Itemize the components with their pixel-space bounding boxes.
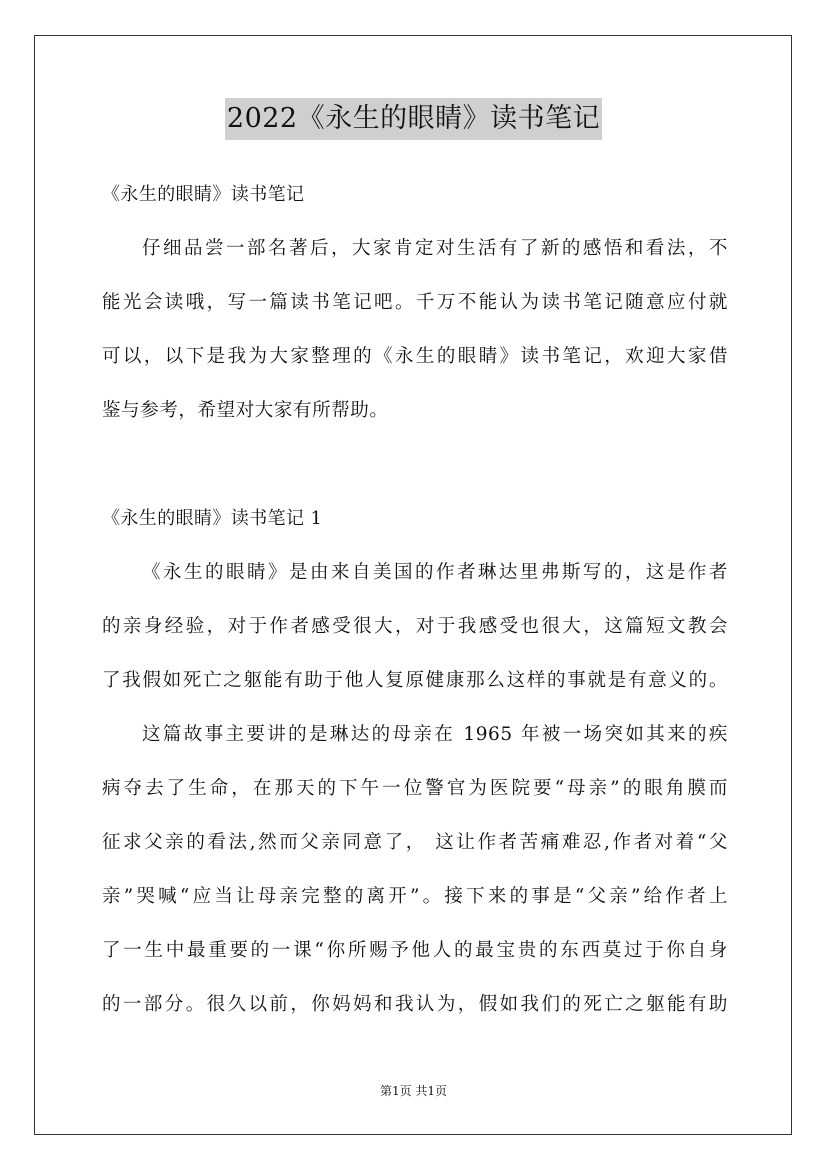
intro-line: 可以，以下是我为大家整理的《永生的眼睛》读书笔记，欢迎大家借	[102, 346, 728, 367]
para2-line: 病夺去了生命，在那天的下午一位警官为医院要“母亲”的眼角膜而	[102, 778, 728, 799]
intro-line: 仔细品尝一部名著后，大家肯定对生活有了新的感悟和看法，不	[142, 238, 728, 259]
intro-line: 鉴与参考，希望对大家有所帮助。	[102, 400, 389, 421]
title-container	[0, 98, 827, 140]
page-footer	[0, 1082, 827, 1099]
document-title: 2022《永生的眼睛》读书笔记	[225, 98, 602, 140]
para2-line: 征求父亲的看法,然而父亲同意了， 这让作者苦痛难忍,作者对着“父	[102, 832, 728, 853]
document-body	[102, 168, 728, 1032]
para1-line: 《永生的眼睛》是由来自美国的作者琳达里弗斯写的，这是作者	[142, 562, 728, 583]
section-heading-main: 《永生的眼睛》读书笔记	[102, 184, 305, 205]
section-heading-1: 《永生的眼睛》读书笔记 1	[102, 508, 323, 529]
page-number-label: 第1页 共1页	[379, 1084, 448, 1098]
para2-line: 的一部分。很久以前，你妈妈和我认为，假如我们的死亡之躯能有助	[102, 994, 728, 1015]
para1-line: 了我假如死亡之躯能有助于他人复原健康那么这样的事就是有意义的。	[102, 670, 728, 691]
blank-line	[102, 438, 728, 492]
para2-line: 了一生中最重要的一课“你所赐予他人的最宝贵的东西莫过于你自身	[102, 940, 728, 961]
para2-line: 亲”哭喊“应当让母亲完整的离开”。接下来的事是“父亲”给作者上	[102, 886, 728, 907]
para2-line: 这篇故事主要讲的是琳达的母亲在 1965 年被一场突如其来的疾	[142, 724, 728, 745]
intro-line: 能光会读哦，写一篇读书笔记吧。千万不能认为读书笔记随意应付就	[102, 292, 728, 313]
para1-line: 的亲身经验，对于作者感受很大，对于我感受也很大，这篇短文教会	[102, 616, 728, 637]
